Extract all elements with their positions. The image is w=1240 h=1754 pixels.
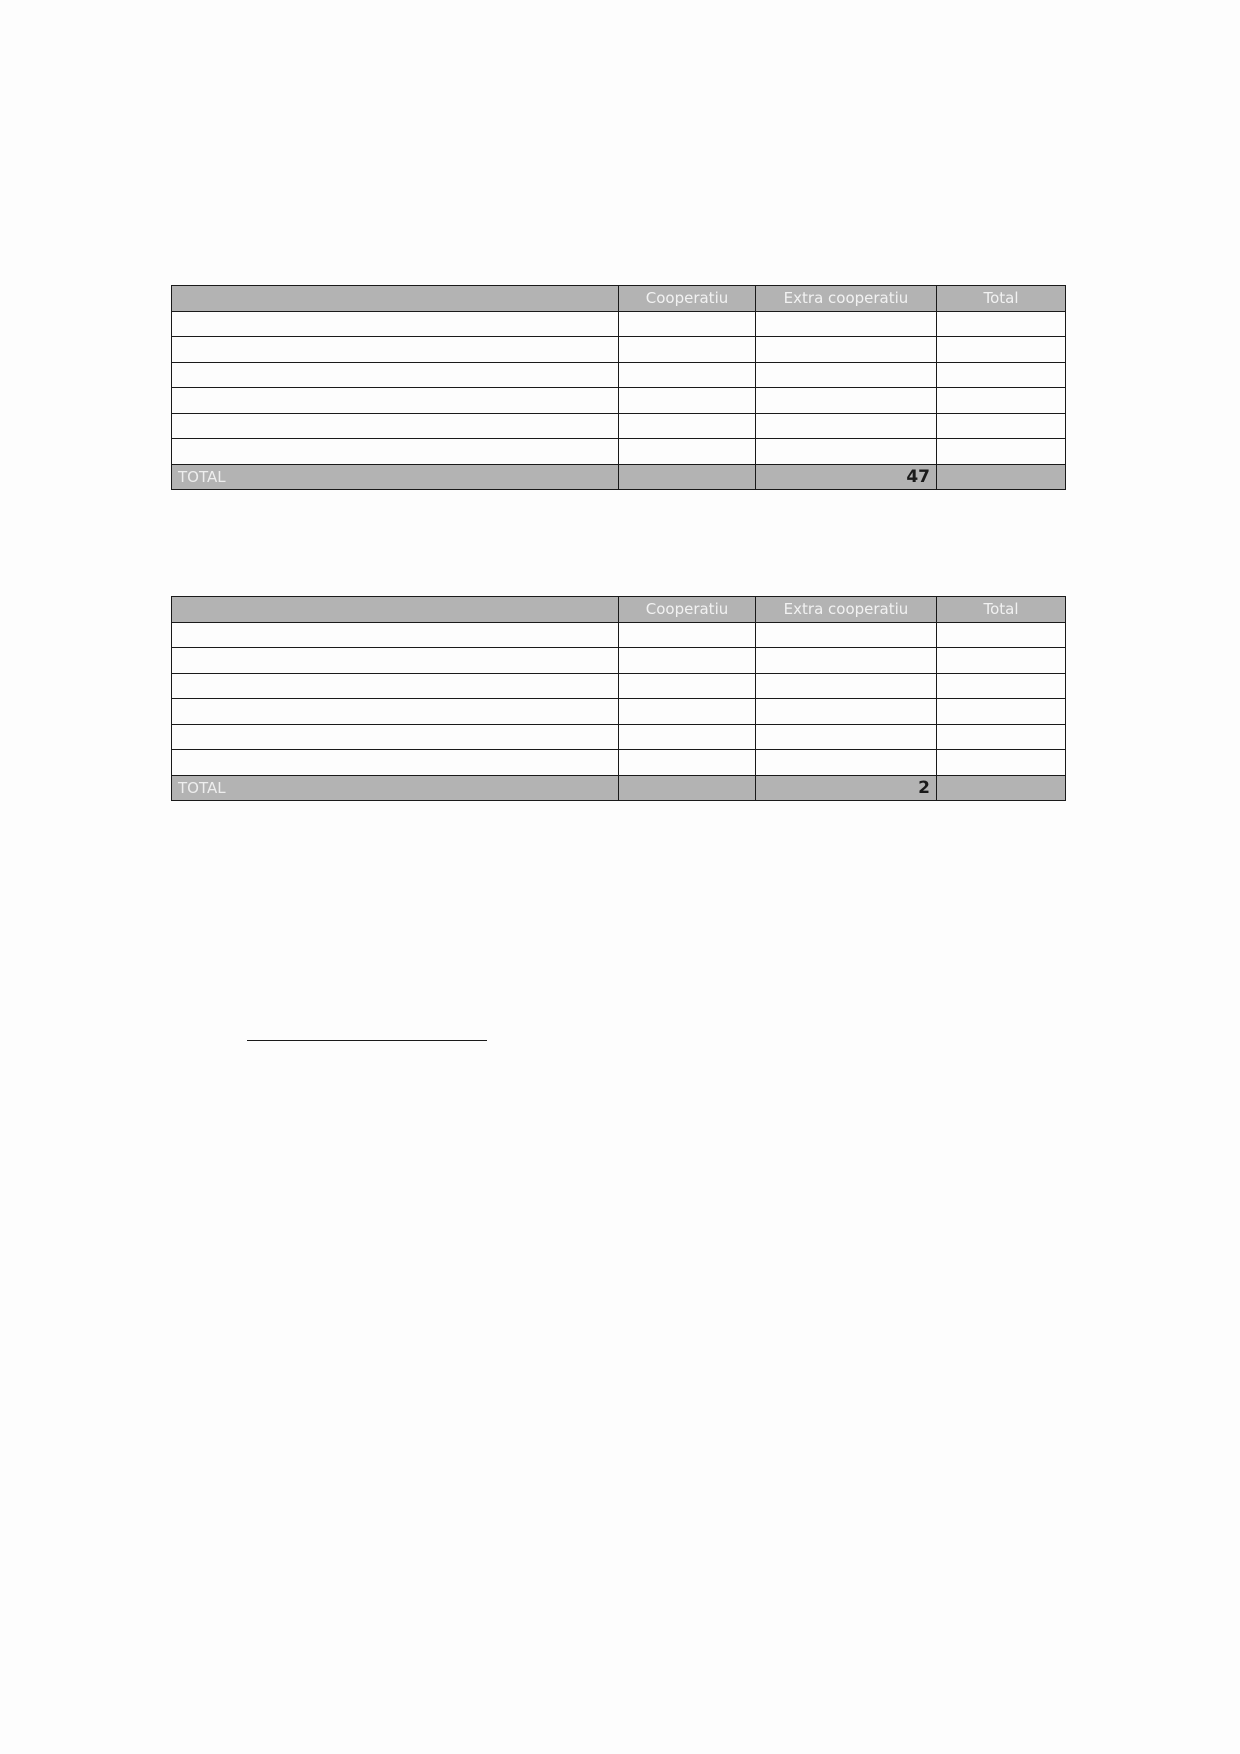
table-row [172, 439, 1066, 465]
header-cooperatiu: Cooperatiu [619, 597, 756, 623]
row-total-value [937, 724, 1066, 750]
row-extra-value [756, 622, 937, 648]
table-row [172, 673, 1066, 699]
total-total-value [937, 464, 1066, 490]
row-label [172, 388, 619, 414]
row-coop-value [619, 388, 756, 414]
row-label [172, 311, 619, 337]
row-label [172, 750, 619, 776]
row-total-value [937, 311, 1066, 337]
row-label [172, 622, 619, 648]
row-extra-value [756, 311, 937, 337]
row-coop-value [619, 439, 756, 465]
row-label [172, 337, 619, 363]
header-label [172, 286, 619, 312]
table-total-row [172, 775, 1066, 801]
row-coop-value [619, 648, 756, 674]
row-label [172, 699, 619, 725]
table-total-row [172, 464, 1066, 490]
row-total-value [937, 750, 1066, 776]
table-row [172, 622, 1066, 648]
row-extra-value [756, 699, 937, 725]
total-label: TOTAL [172, 775, 619, 801]
row-extra-value [756, 724, 937, 750]
row-total-value [937, 648, 1066, 674]
signature-line [247, 1040, 487, 1041]
table-row [172, 362, 1066, 388]
total-label: TOTAL [172, 464, 619, 490]
row-total-value [937, 673, 1066, 699]
row-extra-value [756, 388, 937, 414]
table-row [172, 311, 1066, 337]
header-extra-cooperatiu: Extra cooperatiu [756, 286, 937, 312]
row-coop-value [619, 311, 756, 337]
row-label [172, 362, 619, 388]
row-coop-value [619, 673, 756, 699]
total-coop-value [619, 464, 756, 490]
table-row [172, 388, 1066, 414]
total-extra-value: 47 [756, 464, 937, 490]
total-coop-value [619, 775, 756, 801]
row-label [172, 413, 619, 439]
header-total: Total [937, 286, 1066, 312]
table-row [172, 699, 1066, 725]
table-header-row [172, 286, 1066, 312]
table-row [172, 413, 1066, 439]
row-total-value [937, 362, 1066, 388]
header-label [172, 597, 619, 623]
row-coop-value [619, 699, 756, 725]
table-row [172, 750, 1066, 776]
row-total-value [937, 622, 1066, 648]
row-total-value [937, 337, 1066, 363]
row-total-value [937, 699, 1066, 725]
row-coop-value [619, 622, 756, 648]
table-row [172, 337, 1066, 363]
summary-table-1 [171, 285, 1066, 490]
total-extra-value: 2 [756, 775, 937, 801]
row-total-value [937, 413, 1066, 439]
row-extra-value [756, 439, 937, 465]
row-extra-value [756, 362, 937, 388]
row-coop-value [619, 337, 756, 363]
row-extra-value [756, 750, 937, 776]
row-extra-value [756, 337, 937, 363]
row-coop-value [619, 362, 756, 388]
total-total-value [937, 775, 1066, 801]
table-header-row [172, 597, 1066, 623]
header-total: Total [937, 597, 1066, 623]
row-extra-value [756, 673, 937, 699]
row-total-value [937, 439, 1066, 465]
table-row [172, 724, 1066, 750]
row-coop-value [619, 413, 756, 439]
row-label [172, 724, 619, 750]
header-cooperatiu: Cooperatiu [619, 286, 756, 312]
row-extra-value [756, 413, 937, 439]
row-label [172, 439, 619, 465]
row-coop-value [619, 750, 756, 776]
row-coop-value [619, 724, 756, 750]
summary-table-2 [171, 596, 1066, 801]
header-extra-cooperatiu: Extra cooperatiu [756, 597, 937, 623]
table-row [172, 648, 1066, 674]
row-label [172, 648, 619, 674]
row-total-value [937, 388, 1066, 414]
row-label [172, 673, 619, 699]
row-extra-value [756, 648, 937, 674]
